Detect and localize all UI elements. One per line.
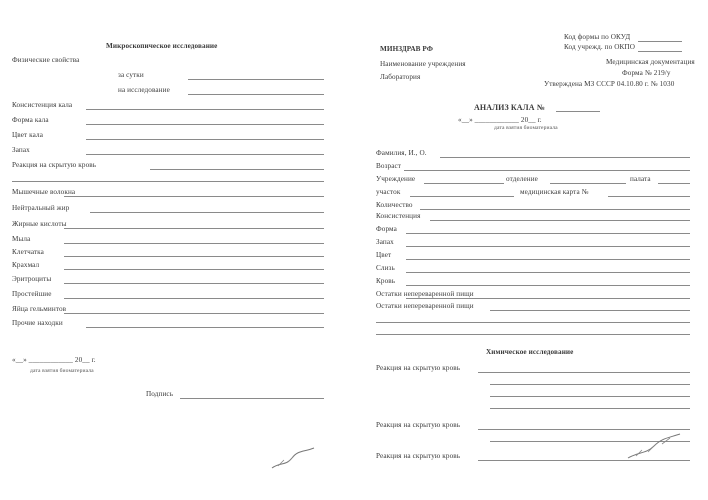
laboratory-label: Лаборатория [380,73,421,81]
name-line [440,157,690,158]
right-page [354,0,708,500]
institution-line [424,183,504,184]
department-label: отделение [506,175,538,183]
analysis-title: АНАЛИЗ КАЛА № [474,103,545,112]
r-field-line [406,259,690,260]
micro-line [64,196,324,197]
r-field-leftovers: Остатки непереваренной пищи [376,302,474,310]
ward-label: палата [630,175,651,183]
reaction-line [490,408,690,409]
micro-item: Мышечные волокна [12,188,76,196]
field-line [86,154,324,155]
card-label: медицинская карта № [520,188,589,196]
physical-label: Физические свойства [12,56,80,64]
r-field: Цвет [376,251,392,259]
department-line [550,183,626,184]
micro-line [64,313,324,314]
sector-line [410,196,514,197]
r-field-line [420,209,690,210]
reaction-line [490,396,690,397]
okud-label: Код формы по ОКУД [564,33,631,41]
single-label: на исследование [118,86,170,94]
ministry: МИНЗДРАВ РФ [380,45,434,53]
r-field: Форма [376,225,397,233]
per-day-label: за сутки [118,71,144,79]
field-smell: Запах [12,146,30,154]
r-field-line [406,272,690,273]
micro-item: Жирные кислоты [12,220,67,228]
r-field-line [406,246,690,247]
r-field: Слизь [376,264,395,272]
micro-line [86,327,324,328]
stamp-scribble [626,432,682,462]
field-line [86,124,324,125]
r-field-line [406,285,690,286]
r-field: Остатки непереваренной пищи [376,290,474,298]
micro-line [64,228,324,229]
institution-label: Наименование учреждения [380,60,466,68]
micro-item: Прочие находки [12,319,63,327]
field-consistency: Консистенция кала [12,101,73,109]
ward-line [658,183,690,184]
left-date: «__» ____________ 20__ г. [12,356,96,364]
r-field-line [430,220,690,221]
micro-item: Яйца гельминтов [12,305,67,313]
r-field-line [490,310,690,311]
micro-item: Простейшие [12,290,52,298]
micro-item: Крахмал [12,261,40,269]
signature-label: Подпись [146,390,174,398]
left-title: Микроскопическое исследование [106,42,218,50]
r-field-line [406,233,690,234]
micro-line [64,298,324,299]
micro-line [64,283,324,284]
signature-scribble [270,446,316,472]
r-field-line [376,322,690,323]
right-date: «__» ____________ 20__ г. [458,116,542,124]
micro-line [64,269,324,270]
single-line [188,94,324,95]
form-number: Форма № 219/у [622,69,671,77]
card-line [608,196,690,197]
okud-line [638,41,682,42]
r-field: Количество [376,201,413,209]
age-label: Возраст [376,162,402,170]
sector-label: участок [376,188,401,196]
reaction-line [478,429,690,430]
reaction-line [490,384,690,385]
micro-item: Эритроциты [12,275,52,283]
reaction-line [478,372,690,373]
institution-short: Учреждение [376,175,416,183]
micro-item: Нейтральный жир [12,204,70,212]
micro-line [90,212,324,213]
micro-item: Мыла [12,235,31,243]
age-line [404,170,690,171]
okpo-label: Код учрежд. по ОКПО [564,43,635,51]
field-form: Форма кала [12,116,49,124]
field-line [12,181,324,182]
r-field: Запах [376,238,394,246]
okpo-line [638,51,682,52]
r-field-line [376,334,690,335]
reaction-1: Реакция на скрытую кровь [376,364,461,372]
left-date-caption: дата взятия биоматериала [30,368,94,374]
field-line [86,109,324,110]
field-mucus: Реакция на скрытую кровь [12,161,97,169]
med-doc: Медицинская документация [606,58,695,66]
right-date-caption: дата взятия биоматериала [494,125,558,131]
field-color: Цвет кала [12,131,43,139]
micro-line [64,243,324,244]
analysis-number-line [556,111,600,112]
r-field: Консистенция [376,212,421,220]
micro-item: Клетчатка [12,248,44,256]
r-field: Кровь [376,277,396,285]
micro-line [64,256,324,257]
per-day-line [188,79,324,80]
r-field-line [406,298,690,299]
chem-title: Химическое исследование [486,348,574,356]
name-label: Фамилия, И., О. [376,149,427,157]
approved: Утверждена МЗ СССР 04.10.80 г. № 1030 [544,80,675,88]
field-line [86,139,324,140]
reaction-2: Реакция на скрытую кровь [376,421,461,429]
signature-line [180,398,324,399]
field-line [150,169,324,170]
reaction-3: Реакция на скрытую кровь [376,452,461,460]
